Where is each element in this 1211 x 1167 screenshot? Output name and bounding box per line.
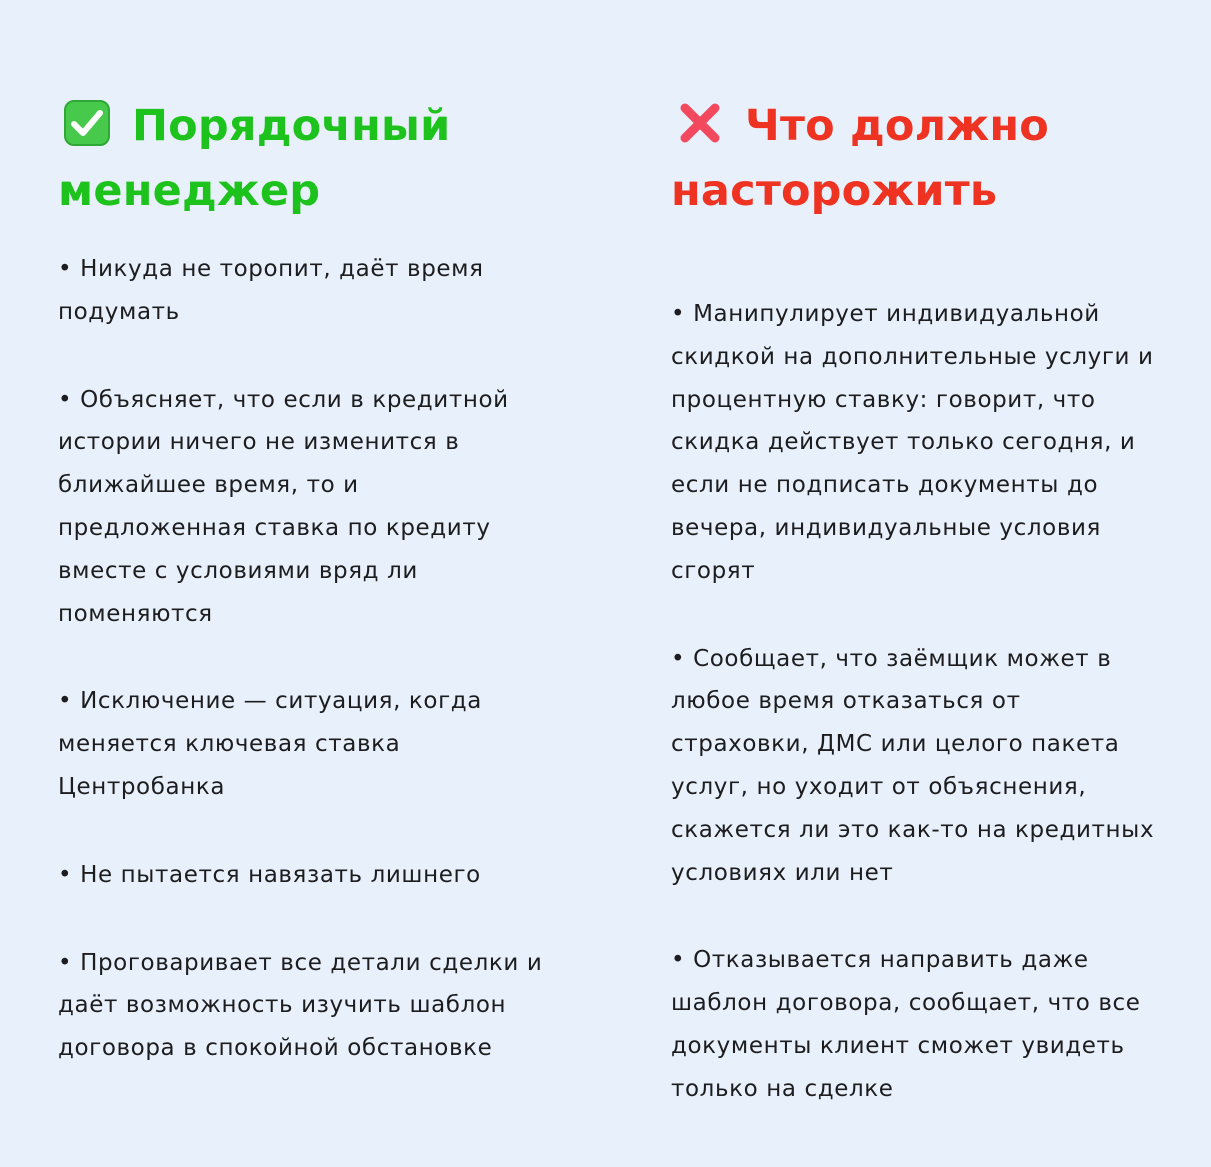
warning-signs-heading xyxy=(671,97,1171,221)
good-manager-title: Порядочный менеджер xyxy=(58,101,451,216)
list-item: • Сообщает, что заёмщик может в любое время отказаться от страховки, ДМС или целого пакета услуг, но уходит от объяснения, скажется ли это как-то на кредитных условиях или нет xyxy=(671,645,1155,886)
good-manager-heading xyxy=(58,97,558,221)
cross-mark-icon xyxy=(677,100,723,162)
list-item: • Отказывается направить даже шаблон договора, сообщает, что все документы клиент сможет увидеть только на сделке xyxy=(671,947,1141,1102)
warning-signs-title: Что должно насторожить xyxy=(671,101,1049,216)
warning-signs-points xyxy=(671,293,1171,1156)
list-item: • Исключение — ситуация, когда меняется ключевая ставка Центробанка xyxy=(58,688,482,800)
check-mark-icon xyxy=(64,100,110,162)
good-manager-points xyxy=(58,248,558,1115)
list-item: • Не пытается навязать лишнего xyxy=(58,861,481,888)
list-item: • Манипулирует индивидуальной скидкой на дополнительные услуги и процентную ставку: говорит, что скидка действует только сегодня, и если не подписать документы до вечера, индивидуальные условия сгорят xyxy=(671,301,1154,584)
list-item: • Проговаривает все детали сделки и даёт возможность изучить шаблон договора в спокойной обстановке xyxy=(58,949,543,1062)
list-item: • Объясняет, что если в кредитной истории ничего не изменится в ближайшее время, то и предложенная ставка по кредиту вместе с условиями вряд ли поменяются xyxy=(58,386,509,627)
list-item: • Никуда не торопит, даёт время подумать xyxy=(58,256,484,325)
